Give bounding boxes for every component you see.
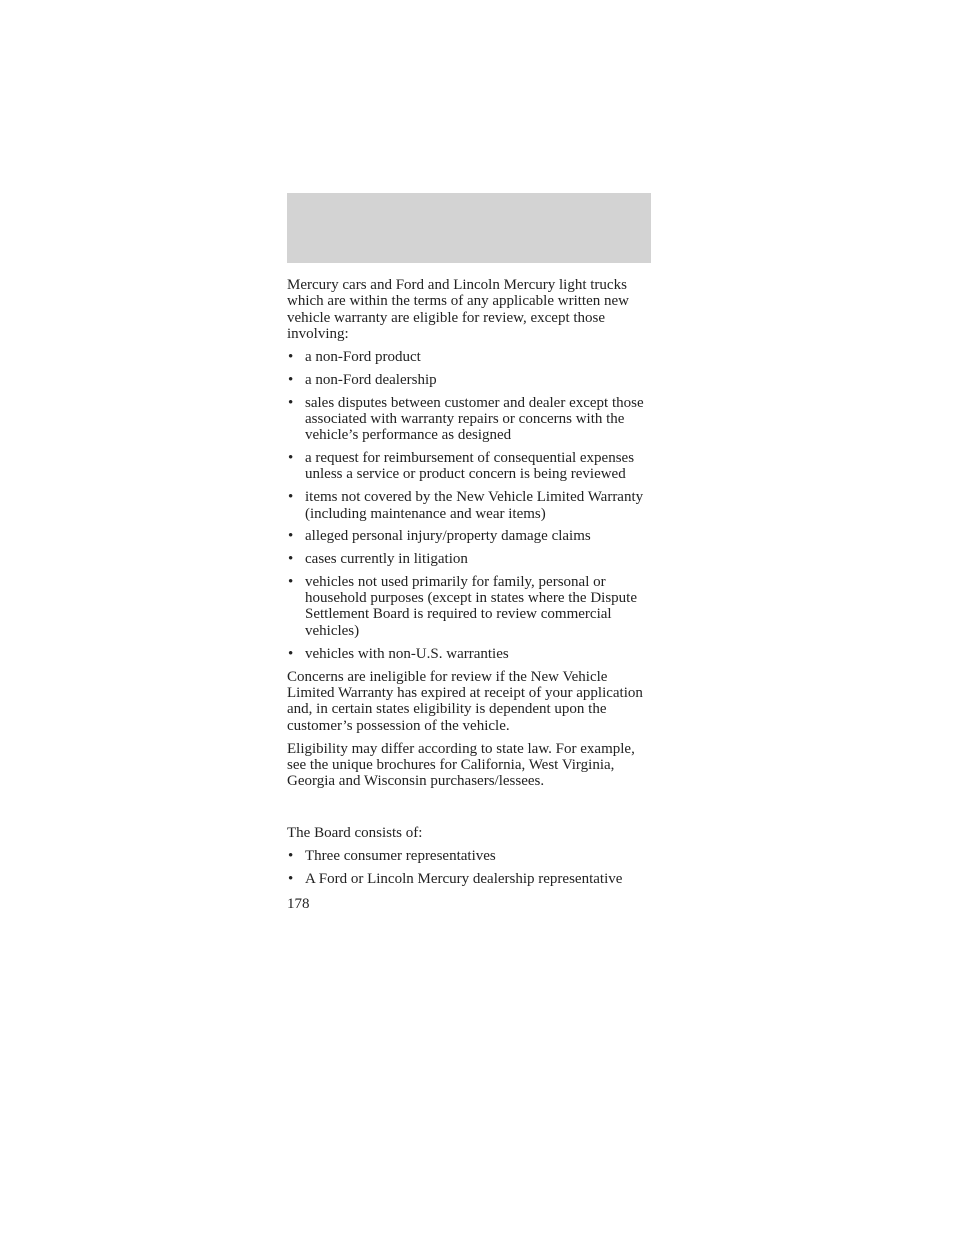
list-item bbox=[287, 372, 657, 388]
list-item bbox=[287, 551, 657, 567]
list-item-text: a non-Ford dealership bbox=[305, 371, 437, 388]
exclusions-list bbox=[287, 349, 657, 662]
page-content bbox=[287, 277, 657, 913]
bullet-icon: • bbox=[288, 848, 294, 865]
bullet-icon: • bbox=[288, 371, 294, 388]
bullet-icon: • bbox=[288, 573, 294, 590]
list-item bbox=[287, 528, 657, 544]
board-members-list bbox=[287, 848, 657, 887]
bullet-icon: • bbox=[288, 394, 294, 411]
list-item-text: sales disputes between customer and dealer except those associated with warranty repairs or concerns with the vehicle’s performance as designed bbox=[305, 394, 644, 444]
intro-paragraph: Mercury cars and Ford and Lincoln Mercury light trucks which are within the terms of any applicable written new vehicle warranty are eligible for review, except those involving: bbox=[287, 277, 629, 343]
list-item bbox=[287, 489, 657, 522]
bullet-icon: • bbox=[288, 450, 294, 467]
list-item bbox=[287, 450, 657, 483]
ineligible-paragraph: Concerns are ineligible for review if the New Vehicle Limited Warranty has expired at receipt of your application and, in certain states eligibility is dependent upon the customer’s possession of the vehicle. bbox=[287, 668, 643, 734]
list-item bbox=[287, 848, 657, 864]
list-item bbox=[287, 395, 657, 444]
list-item bbox=[287, 349, 657, 365]
bullet-icon: • bbox=[288, 870, 294, 887]
bullet-icon: • bbox=[288, 528, 294, 545]
list-item-text: vehicles with non-U.S. warranties bbox=[305, 645, 509, 662]
section-header-band bbox=[287, 193, 651, 263]
list-item bbox=[287, 574, 657, 640]
list-item bbox=[287, 871, 657, 887]
board-intro: The Board consists of: bbox=[287, 825, 423, 842]
list-item-text: vehicles not used primarily for family, personal or household purposes (except in states where the Dispute Settlement Board is required to review commercial vehicles) bbox=[305, 573, 637, 639]
section-gap bbox=[287, 796, 657, 825]
list-item-text: a request for reimbursement of consequential expenses unless a service or product concern is being reviewed bbox=[305, 450, 635, 483]
list-item-text: Three consumer representatives bbox=[305, 848, 496, 865]
state-law-paragraph: Eligibility may differ according to state law. For example, see the unique brochures for California, West Virginia, Georgia and Wisconsin purchasers/lessees. bbox=[287, 740, 635, 790]
page-number: 178 bbox=[287, 896, 310, 913]
list-item bbox=[287, 646, 657, 662]
list-item-text: alleged personal injury/property damage claims bbox=[305, 528, 591, 545]
bullet-icon: • bbox=[288, 349, 294, 366]
bullet-icon: • bbox=[288, 489, 294, 506]
list-item-text: items not covered by the New Vehicle Limited Warranty (including maintenance and wear items) bbox=[305, 489, 644, 522]
list-item-text: a non-Ford product bbox=[305, 349, 421, 366]
bullet-icon: • bbox=[288, 645, 294, 662]
bullet-icon: • bbox=[288, 550, 294, 567]
list-item-text: cases currently in litigation bbox=[305, 550, 468, 567]
list-item-text: A Ford or Lincoln Mercury dealership representative bbox=[305, 870, 623, 887]
